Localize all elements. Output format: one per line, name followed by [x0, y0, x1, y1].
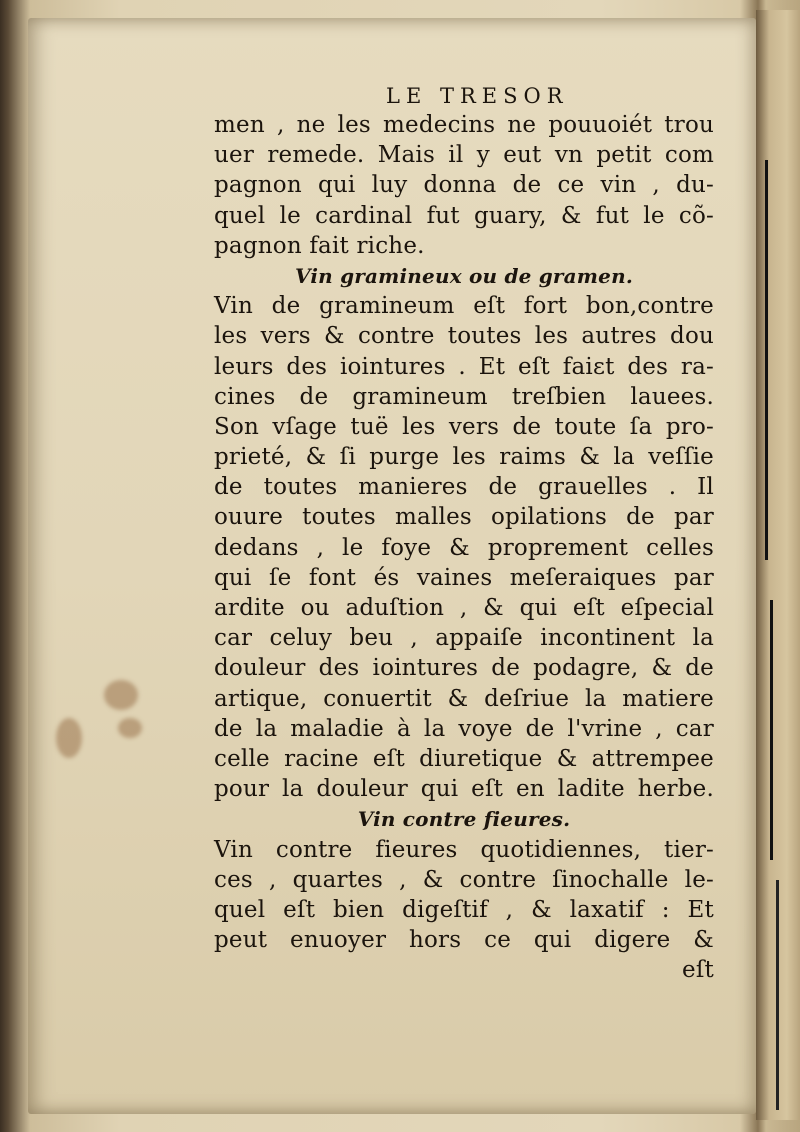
text-line: prieté, & ſi purge les raims & la veſſie: [214, 444, 714, 471]
text-line: quel le cardinal fut guary, & fut le cõ-: [214, 202, 714, 229]
text-line: de la maladie à la voye de l'vrine , car: [214, 715, 714, 742]
binding-edge-bottom: [776, 880, 779, 1110]
text-line: dedans , le foye & proprement celles: [214, 534, 714, 561]
text-line: ces , quartes , & contre ſinochalle le-: [214, 866, 714, 893]
text-line: pour la douleur qui eſt en ladite herbe.: [214, 776, 714, 803]
stain-mark: [104, 680, 138, 710]
text-line: pagnon qui luy donna de ce vin , du-: [214, 172, 714, 199]
text-line: quel eſt bien digeſtif , & laxatif : Et: [214, 896, 714, 923]
text-line: ardite ou aduſtion , & qui eſt eſpecial: [214, 595, 714, 621]
text-line: pagnon fait riche.: [214, 232, 425, 259]
text-line: car celuy beu , appaiſe incontinent la: [214, 625, 714, 652]
text-line: douleur des iointures de podagre, & de: [214, 655, 714, 682]
text-line: celle racine eſt diuretique & attrempee: [214, 745, 714, 772]
text-line: peut enuoyer hors ce qui digere &: [214, 927, 714, 954]
text-line: men , ne les medecins ne pouuoiét trou: [214, 112, 714, 138]
text-line: qui ſe font és vaines meſeraiques par: [214, 564, 714, 591]
running-head: LE TRESOR: [386, 84, 569, 108]
text-line: Vin contre fieures quotidiennes, tier-: [214, 836, 714, 863]
section-heading: Vin contre fieures.: [357, 807, 571, 832]
binding-edge-lower: [770, 600, 773, 860]
text-line: artique, conuertit & deſriue la matiere: [214, 685, 714, 712]
text-line: Son vſage tuë les vers de toute ſa pro-: [214, 413, 714, 440]
text-line: de toutes manieres de grauelles . Il: [214, 474, 714, 501]
text-line: leurs des iointures . Et eſt faiɛt des ra-: [214, 353, 714, 380]
binding-edge: [765, 160, 768, 560]
catchword: eſt: [682, 957, 714, 984]
page-text: [214, 80, 714, 985]
text-line: cines de gramineum treſbien lauees.: [214, 383, 714, 410]
stain-mark: [56, 718, 82, 758]
text-line: les vers & contre toutes les autres dou: [214, 323, 714, 350]
text-line: uer remede. Mais il y eut vn petit com: [214, 142, 714, 169]
text-line: ouure toutes malles opilations de par: [214, 504, 714, 531]
section-heading: Vin gramineux ou de gramen.: [295, 263, 633, 288]
stain-mark: [118, 718, 142, 738]
text-line: Vin de gramineum eſt fort bon,contre: [214, 293, 714, 320]
